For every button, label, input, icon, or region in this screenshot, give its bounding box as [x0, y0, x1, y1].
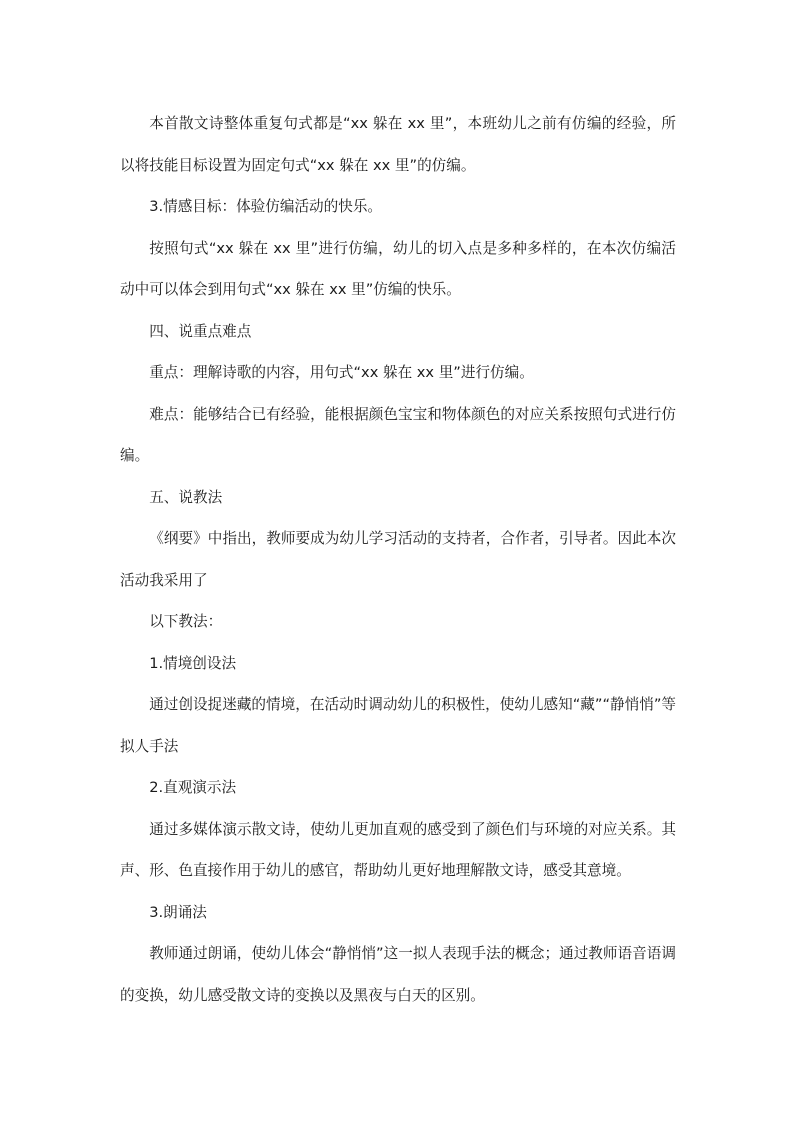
- paragraph-goal-explanation: 本首散文诗整体重复句式都是“xx 躲在 xx 里”，本班幼儿之前有仿编的经验，所以将技能目标设置为固定句式“xx 躲在 xx 里”的仿编。: [120, 115, 676, 174]
- paragraph-methods-intro: 以下教法：: [149, 613, 223, 630]
- paragraph-recitation-method: 教师通过朗诵，使幼儿体会“静悄悄”这一拟人表现手法的概念；通过教师语音语调的变换，幼儿感受散文诗的变换以及黑夜与白天的区别。: [120, 945, 676, 1004]
- section-heading-teaching-methods: 五、说教法: [149, 488, 223, 506]
- paragraph-demonstration-method: 通过多媒体演示散文诗，使幼儿更加直观的感受到了颜色们与环境的对应关系。其声、形、色直接作用于幼儿的感官，帮助幼儿更好地理解散文诗，感受其意境。: [120, 820, 676, 879]
- method-heading-demonstration: 2.直观演示法: [149, 779, 237, 796]
- paragraph-emotion-explanation: 按照句式“xx 躲在 xx 里”进行仿编，幼儿的切入点是多种多样的，在本次仿编活动中可以体会到用句式“xx 躲在 xx 里”仿编的快乐。: [120, 239, 676, 298]
- method-heading-situation: 1.情境创设法: [149, 654, 237, 672]
- paragraph-key-point: 重点：理解诗歌的内容，用句式“xx 躲在 xx 里”进行仿编。: [149, 364, 534, 381]
- paragraph-guideline-quote: 《纲要》中指出，教师要成为幼儿学习活动的支持者，合作者，引导者。因此本次活动我采用了: [120, 530, 676, 589]
- paragraph-difficulty: 难点：能够结合已有经验，能根据颜色宝宝和物体颜色的对应关系按照句式进行仿编。: [120, 405, 676, 464]
- document-body: [120, 103, 676, 1016]
- method-heading-recitation: 3.朗诵法: [149, 903, 207, 921]
- paragraph-situation-method: 通过创设捉迷藏的情境，在活动时调动幼儿的积极性，使幼儿感知“藏”“静悄悄”等拟人手法: [120, 696, 676, 755]
- section-heading-key-points: 四、说重点难点: [149, 322, 252, 340]
- paragraph-emotion-goal: 3.情感目标：体验仿编活动的快乐。: [149, 198, 383, 215]
